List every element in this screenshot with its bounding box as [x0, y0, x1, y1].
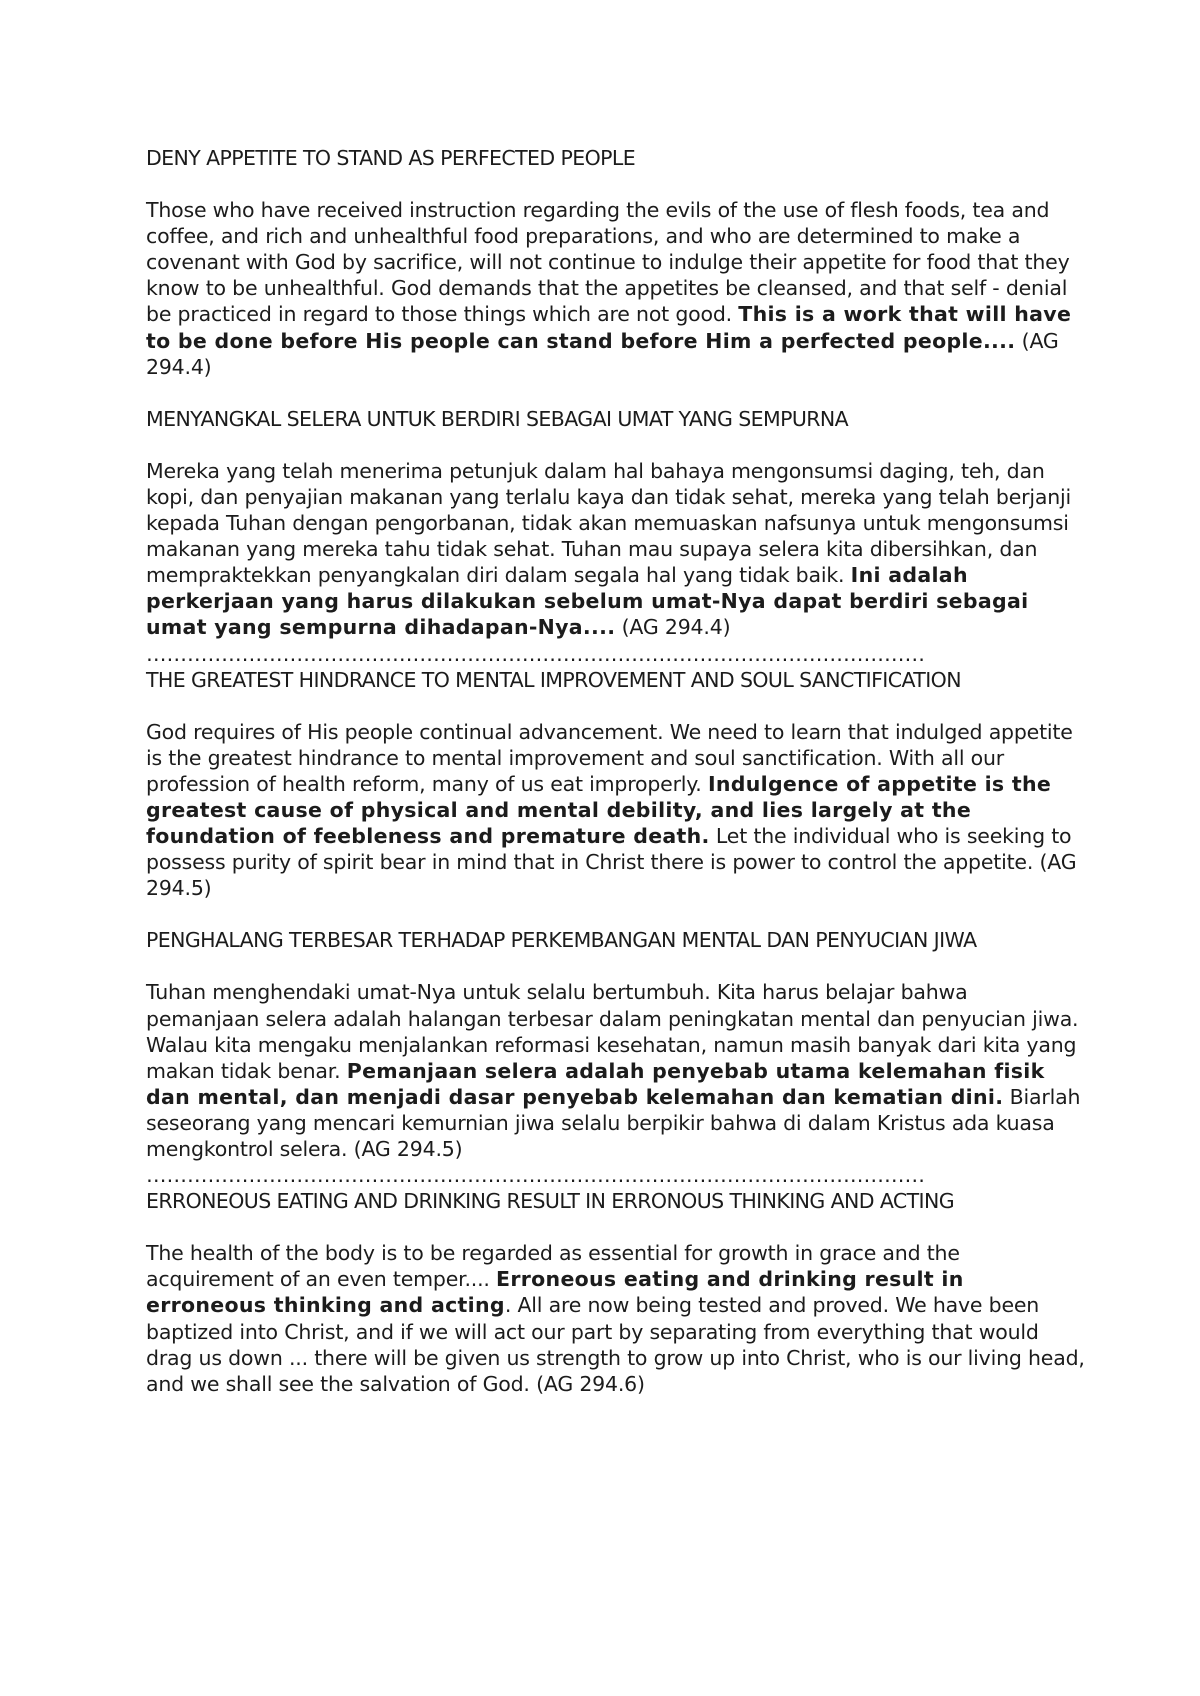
- dotted-separator: ……………………………………………………………………………………………………: [146, 641, 925, 666]
- paragraph-reference: (AG 294.4): [146, 328, 1059, 379]
- section-heading: THE GREATEST HINDRANCE TO MENTAL IMPROVEMENT AND SOUL SANCTIFICATION: [146, 667, 961, 692]
- document-page: [146, 145, 1086, 1423]
- paragraph-text: Mereka yang telah menerima petunjuk dalam hal bahaya mengonsumsi daging, teh, dan kopi, dan penyajian makanan yang terlalu kaya dan tidak sehat, mereka yang telah berjanji kepada Tuhan dengan pengorbanan, tidak akan memuaskan nafsunya untuk mengonsumsi makanan yang mereka tahu tidak sehat. Tuhan mau supaya selera kita dibersihkan, dan mempraktekkan penyangkalan diri dalam segala hal yang tidak baik.: [146, 458, 1071, 588]
- paragraph-text: Those who have received instruction regarding the evils of the use of flesh foods, tea and coffee, and rich and unhealthful food preparations, and who are determined to make a covenant with God by sacrifice, will not continue to indulge their appetite for food that they know to be unhealthful. God demands that the appetites be cleansed, and that self - denial be practiced in regard to those things which are not good.: [146, 198, 1070, 327]
- dotted-separator: ……………………………………………………………………………………………………: [146, 1163, 925, 1188]
- section-paragraph: [146, 197, 1086, 380]
- section-heading: DENY APPETITE TO STAND AS PERFECTED PEOPLE: [146, 146, 636, 170]
- section-paragraph: [146, 979, 1086, 1162]
- paragraph-reference: . All are now being tested and proved. We have been baptized into Christ, and if we will act our part by separating from everything that would drag us down ... there will be given us strength to grow up into Christ, who is our living head, and we shall see the salvation of God. (AG 294.6): [146, 1293, 1085, 1396]
- paragraph-text: God requires of His people continual advancement. We need to learn that indulged appetite is the greatest hindrance to mental improvement and soul sanctification. With all our profession of health reform, many of us eat improperly.: [146, 719, 1073, 796]
- section-paragraph: [146, 719, 1086, 902]
- paragraph-reference: Biarlah seseorang yang mencari kemurnian jiwa selalu berpikir bahwa di dalam Kristus ada kuasa mengkontrol selera. (AG 294.5): [146, 1084, 1081, 1161]
- section-heading: ERRONEOUS EATING AND DRINKING RESULT IN ERRONOUS THINKING AND ACTING: [146, 1189, 955, 1214]
- paragraph-reference: Let the individual who is seeking to possess purity of spirit bear in mind that in Christ there is power to control the appetite. (AG 294.5): [146, 824, 1077, 901]
- paragraph-emphasis: Erroneous eating and drinking result in erroneous thinking and acting: [146, 1267, 964, 1318]
- section-heading: PENGHALANG TERBESAR TERHADAP PERKEMBANGAN MENTAL DAN PENYUCIAN JIWA: [146, 928, 977, 953]
- section-paragraph: [146, 1240, 1086, 1397]
- section-heading: MENYANGKAL SELERA UNTUK BERDIRI SEBAGAI UMAT YANG SEMPURNA: [146, 406, 849, 431]
- paragraph-emphasis: Indulgence of appetite is the greatest cause of physical and mental debility, and lies largely at the foundation of feebleness and premature death.: [146, 771, 1052, 849]
- paragraph-text: Tuhan menghendaki umat-Nya untuk selalu bertumbuh. Kita harus belajar bahwa pemanjaan selera adalah halangan terbesar dalam peningkatan mental dan penyucian jiwa. Walau kita mengaku menjalankan reformasi kesehatan, namun masih banyak dari kita yang makan tidak benar.: [146, 980, 1079, 1083]
- paragraph-text: The health of the body is to be regarded as essential for growth in grace and the acquirement of an even temper....: [146, 1241, 960, 1292]
- paragraph-emphasis: Ini adalah perkerjaan yang harus dilakukan sebelum umat-Nya dapat berdiri sebagai umat yang sempurna dihadapan-Nya....: [146, 563, 1029, 640]
- section-paragraph: [146, 458, 1086, 641]
- paragraph-reference: (AG 294.4): [615, 615, 731, 640]
- paragraph-emphasis: This is a work that will have to be done before His people can stand before Him a perfected people....: [146, 302, 1072, 353]
- paragraph-emphasis: Pemanjaan selera adalah penyebab utama kelemahan fisik dan mental, dan menjadi dasar penyebab kelemahan dan kematian dini.: [146, 1058, 1045, 1109]
